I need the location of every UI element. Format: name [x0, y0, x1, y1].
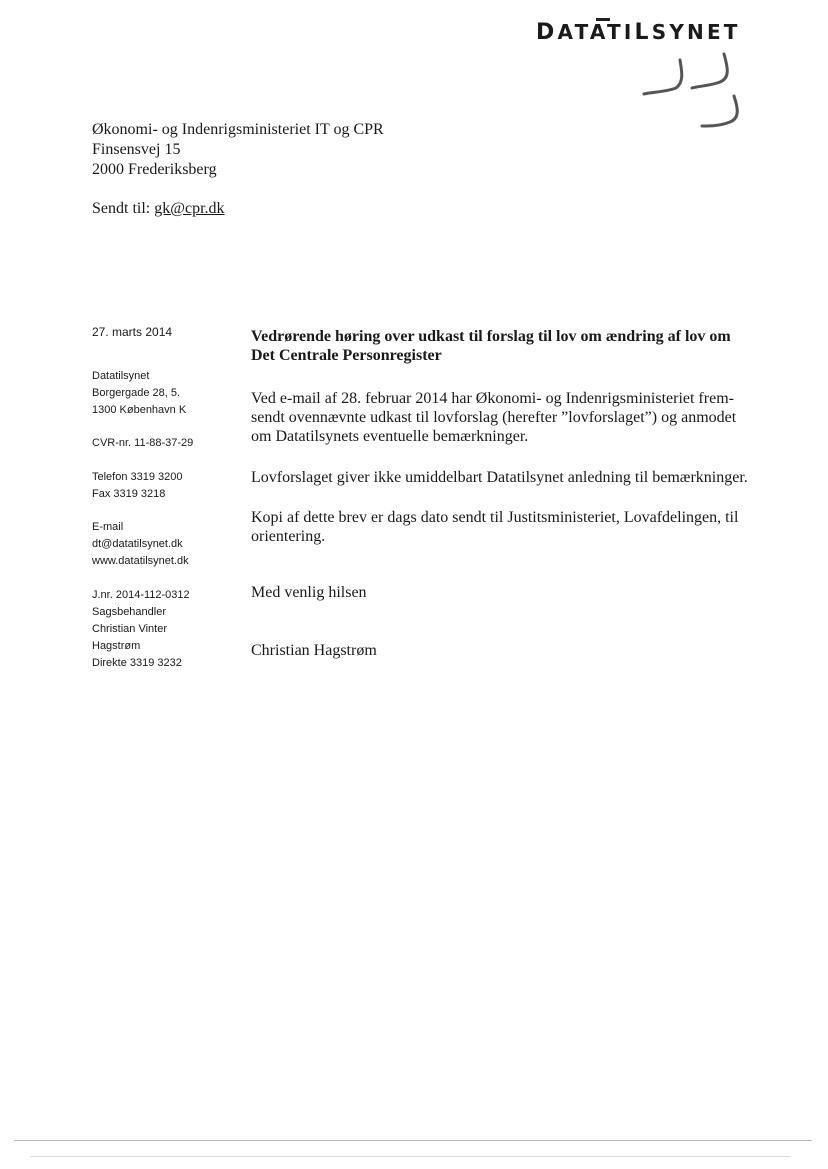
- paragraph-3-line-1: Kopi af dette brev er dags dato sendt til Justitsministeriet, Lovafdelingen, til: [251, 509, 739, 526]
- sender-email: dt@datatilsynet.dk: [92, 538, 183, 550]
- paragraph-1-line-1: Ved e-mail af 28. februar 2014 har Økonomi- og Indenrigsministeriet frem-: [251, 390, 734, 407]
- scan-edge-line-2: [30, 1156, 790, 1157]
- subject-line-2: Det Centrale Personregister: [251, 347, 442, 364]
- sender-contact-block: [92, 519, 242, 570]
- paragraph-1: [251, 389, 776, 446]
- journal-number: J.nr. 2014-112-0312: [92, 589, 190, 601]
- recipient-city: 2000 Frederiksberg: [92, 161, 217, 178]
- recipient-name: Økonomi- og Indenrigsministeriet IT og CPR: [92, 121, 384, 138]
- paragraph-2: Lovforslaget giver ikke umiddelbart Datatilsynet anledning til bemærkninger.: [251, 469, 748, 486]
- subject-line-1: Vedrørende høring over udkast til forslag til lov om ændring af lov om: [251, 328, 731, 345]
- sender-cvr: CVR-nr. 11-88-37-29: [92, 437, 194, 449]
- sender-address: [92, 368, 242, 419]
- letter-date: 27. marts 2014: [92, 325, 173, 339]
- letter-subject: [251, 327, 776, 365]
- logo-wordmark: DATATILSYNET: [536, 20, 741, 45]
- scan-edge-line: [14, 1140, 812, 1141]
- case-handler-name-2: Hagstrøm: [92, 640, 141, 652]
- sender-website: www.datatilsynet.dk: [92, 555, 189, 567]
- paragraph-1-line-3: om Datatilsynets eventuelle bemærkninger.: [251, 428, 529, 445]
- sender-name: Datatilsynet: [92, 370, 150, 382]
- case-handler-direct: Direkte 3319 3232: [92, 657, 182, 669]
- paragraph-1-line-2: sendt ovennævnte udkast til lovforslag (herefter ”lovforslaget”) og anmodet: [251, 409, 737, 426]
- sender-phone: Telefon 3319 3200: [92, 471, 183, 483]
- recipient-address: [92, 120, 384, 180]
- sent-to-line: [92, 199, 225, 219]
- paragraph-3-line-2: orientering.: [251, 528, 326, 545]
- handwritten-mark: [636, 50, 766, 136]
- case-handler-name-1: Christian Vinter: [92, 623, 167, 635]
- sender-email-label: E-mail: [92, 521, 124, 533]
- sender-phone-block: [92, 469, 242, 503]
- sent-to-label: Sendt til:: [92, 200, 151, 217]
- signature-name: Christian Hagstrøm: [251, 642, 377, 659]
- recipient-street: Finsensvej 15: [92, 141, 181, 158]
- case-info-block: [92, 587, 242, 672]
- closing-greeting: Med venlig hilsen: [251, 584, 367, 601]
- sender-street: Borgergade 28, 5.: [92, 387, 181, 399]
- recipient-email-link[interactable]: gk@cpr.dk: [154, 200, 225, 217]
- paragraph-3: [251, 508, 776, 546]
- datatilsynet-logo: [536, 18, 772, 44]
- sender-fax: Fax 3319 3218: [92, 488, 166, 500]
- sender-city: 1300 København K: [92, 404, 187, 416]
- case-handler-label: Sagsbehandler: [92, 606, 167, 618]
